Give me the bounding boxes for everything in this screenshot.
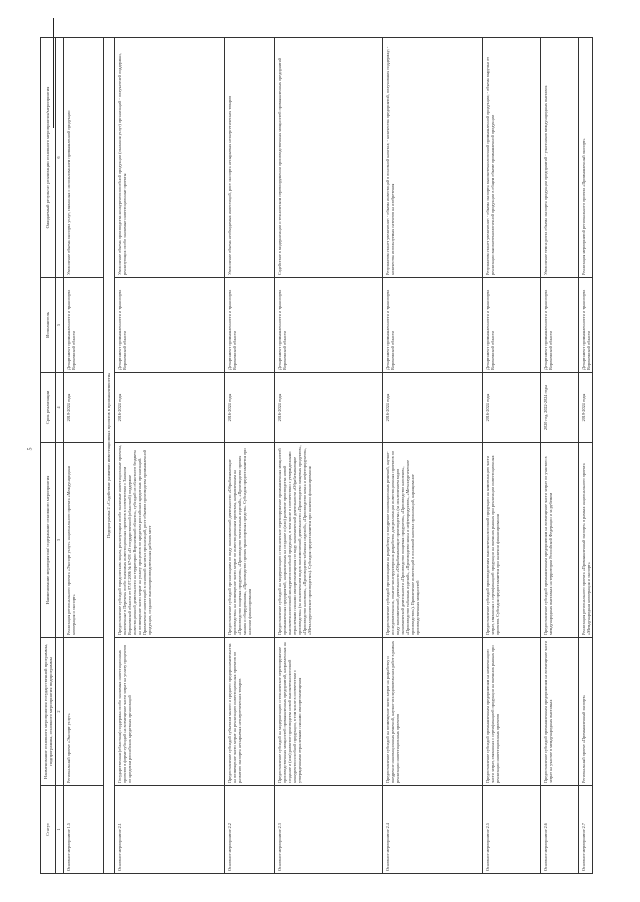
header-result: Ожидаемый результат реализации основного мероприятия/мероприятия: [41, 38, 56, 278]
header-executor: Исполнитель: [41, 278, 56, 373]
row-executor: Департамент промышленности и транспорта Воронежской области: [383, 278, 483, 373]
table-row: [483, 38, 541, 874]
row-content: Предоставление субсидий организациям на разработку и внедрение инновационных решений, научно-исследовательских, опытно-конструкторских разработок для реализации инвестиционных проектов по виду экономической деятельности «Обрабатывающие производства» (за исключением видов экономической деятельности «Производство пищевых продуктов», «Производство напитков», «Производство табачных изделий», «Производство кокса и нефтепродуктов», «Металлургическое производство»). Привлечение инвестиций в основной капитал организаций, наращивание производственных мощностей: [383, 443, 483, 638]
row-executor: Департамент промышленности и транспорта Воронежской области: [225, 278, 275, 373]
subprogram-title: Подпрограмма 2 «Содействие развитию инвестиционных проектов в промышленности»: [104, 38, 115, 874]
row-status: Основное мероприятие 2.7: [579, 786, 593, 874]
table-row: [115, 38, 225, 874]
row-status: Основное мероприятие 2.3: [275, 786, 383, 874]
row-content: Предоставление субсидий организациям по виду экономической деятельности «Обрабатывающие производства» на возмещение части затрат по инвестиционным проектам, направленным на «Производство пищевых продуктов», «Производство текстильных изделий», «Производство прочих машин и оборудования», «Производство прочих транспортных средств». Субсидия предоставляется при наличии финансирования: [225, 443, 275, 638]
row-term: 2016-2024 годы: [483, 373, 541, 443]
row-status: Основное мероприятие 1.5: [64, 786, 104, 874]
row-executor: Департамент промышленности и транспорта Воронежской области: [483, 278, 541, 373]
table-row: [383, 38, 483, 874]
header-content: Наименование мероприятия/ содержание основного мероприятия: [41, 443, 56, 638]
row-result: Увеличение объема экспорта услуг, связанных с использованием промышленной продукции: [64, 38, 104, 278]
row-content: Предоставление субсидий на модернизацию и техническое перевооружение промышленных мощностей промышленных предприятий, направленных на создание и (или) развитие производства новой высокотехнологичной конкурентоспособной продукции, в том числе в соответствии с утвержденными отраслевыми планами импортозамещения по виду экономической деятельности «Обрабатывающие производства» (за исключением видов экономической деятельности «Производство пищевых продуктов», «Производство напитков», «Производство табачных изделий», «Производство кокса и нефтепродуктов», «Металлургическое производство»). Субсидия предоставляется при наличии финансирования: [275, 443, 383, 638]
row-result: Содействие в модернизации и техническом перевооружении производственных мощностей промышленных предприятий: [275, 38, 383, 278]
row-executor: Департамент промышленности и транспорта Воронежской области: [579, 278, 593, 373]
column-number: 6: [56, 38, 64, 278]
row-name: Региональный проект «Промышленный экспорт»: [579, 638, 593, 786]
row-status: Основное мероприятие 2.6: [541, 786, 579, 874]
row-result: Увеличение объема производства конкурентоспособной продукции (оказания услуг) организаций - получателей поддержки, реализующих особо значимые инвестиционные проекты: [115, 38, 225, 278]
row-term: 2016-2024 годы: [383, 373, 483, 443]
column-number: 5: [56, 278, 64, 373]
column-number: 3: [56, 443, 64, 638]
row-term: 2019-2024 годы: [64, 373, 104, 443]
subprogram-row: [104, 38, 115, 874]
row-content: Реализация регионального проекта «Экспорт услуг» национального проекта «Международная кооперация и экспорт»: [64, 443, 104, 638]
row-content: Предоставление субсидий промышленным предприятиям на возмещение части затрат по участию в международных выставках на территории Российской Федерации и за рубежом: [541, 443, 579, 638]
row-name: Предоставление субсидий промышленным предприятиям на компенсацию части затрат, связанных с сертификацией продукции на внешних рынках при реализации инвестиционных проектов: [483, 638, 541, 786]
table-row: [579, 38, 593, 874]
row-result: Увеличение темпа роста объема экспорта продукции предприятий - участников международных выставок: [541, 38, 579, 278]
column-number: 1: [56, 786, 64, 874]
header-row: [41, 38, 56, 874]
row-name: Предоставление субсидий на модернизацию и техническое перевооружение производственных мощностей промышленных предприятий, направленных на создание и (или) развитие производства новой высокотехнологичной конкурентоспособной продукции, в том числе в соответствии с утвержденными отраслевыми планами импортозамещения: [275, 638, 383, 786]
table-row: [225, 38, 275, 874]
row-status: Основное мероприятие 2.2: [225, 786, 275, 874]
row-name: Предоставление субсидий субъектам малого и среднего предпринимательства на возмещение части затрат на реализацию инвестиционных проектов по развитию экспорта несырьевых неэнергетических товаров: [225, 638, 275, 786]
row-executor: Департамент промышленности и транспорта Воронежской области: [64, 278, 104, 373]
table-row: [541, 38, 579, 874]
row-name: Предоставление субсидий на возмещение части затрат на разработку и внедрение инновационных решений, научно-исследовательских работ в рамках реализации инвестиционных проектов: [383, 638, 483, 786]
table-row: [64, 38, 104, 874]
row-name: Государственная (областная) поддержка особо значимых инвестиционных проектов в форме субсидий на возмещение части затрат на уплату процентов по кредитам российских кредитных организаций: [115, 638, 225, 786]
column-number: 4: [56, 373, 64, 443]
row-term: 2016-2024 годы: [115, 373, 225, 443]
row-status: Основное мероприятие 2.4: [383, 786, 483, 874]
row-content: Предоставление субсидий производителям высокотехнологичной продукции на компенсацию части затрат, связанных с сертификацией продукции на внешних рынках при реализации инвестиционных проектов. Субсидия предоставляется при наличии финансирования: [483, 443, 541, 638]
header-name: Наименование основного мероприятия государственной программы, подпрограммы, основного мероприятия подпрограммы: [41, 638, 56, 786]
row-status: Основное мероприятие 2.1: [115, 786, 225, 874]
row-content: Предоставление субсидий юридическим лицам, реализующим особо значимые инвестиционные проекты, включенные в Перечень особо значимых инвестиционных проектов в соответствии с Законом Воронежской области от 07.07.2006 № 67-ОЗ «О государственной (областной) поддержке инвестиционной деятельности на территории Воронежской области», субсидий из областного бюджета на возмещение части затрат на уплату процентов по кредитам российских кредитных организаций. Привлечение инвестиций в основной капитал организаций, рост объемов производства промышленной продукции, создание высокопроизводительных рабочих мест: [115, 443, 225, 638]
row-result: Результатом станет увеличение: - объема инвестиций в основной капитал; - количества предприятий, получивших поддержку; - количества используемых патентов на изобретения: [383, 38, 483, 278]
row-result: Результатом станет увеличение: - объема экспорта высокотехнологичной промышленной продукции; - объема выручки от реализации высокотехнологичной продукции в общем объеме промышленной продукции: [483, 38, 541, 278]
header-status: Статус: [41, 786, 56, 874]
row-term: 2020 год, 2022-2024 годы: [541, 373, 579, 443]
row-term: 2016-2024 годы: [225, 373, 275, 443]
header-term: Срок реализации: [41, 373, 56, 443]
row-term: 2019-2024 годы: [579, 373, 593, 443]
row-status: Основное мероприятие 2.5: [483, 786, 541, 874]
page-number: 5: [27, 447, 34, 451]
row-executor: Департамент промышленности и транспорта Воронежской области: [541, 278, 579, 373]
row-executor: Департамент промышленности и транспорта Воронежской области: [275, 278, 383, 373]
row-name: Региональный проект «Экспорт услуг»: [64, 638, 104, 786]
row-content: Реализация регионального проекта «Промышленный экспорт» в рамках национального проекта «Международная кооперация и экспорт»: [579, 443, 593, 638]
column-number-row: [56, 38, 64, 874]
row-executor: Департамент промышленности и транспорта Воронежской области: [115, 278, 225, 373]
row-result: Реализация мероприятий регионального проекта «Промышленный экспорт»: [579, 38, 593, 278]
column-number: 2: [56, 638, 64, 786]
table-row: [275, 38, 383, 874]
program-table: [40, 37, 593, 874]
rotated-sheet: [40, 38, 591, 874]
row-name: Предоставление субсидий промышленным предприятиям на возмещение части затрат на участие в международных выставках: [541, 638, 579, 786]
row-result: Увеличение объема необходимых инвестиций, рост экспорта несырьевых неэнергетических товаров: [225, 38, 275, 278]
row-term: 2016-2024 годы: [275, 373, 383, 443]
